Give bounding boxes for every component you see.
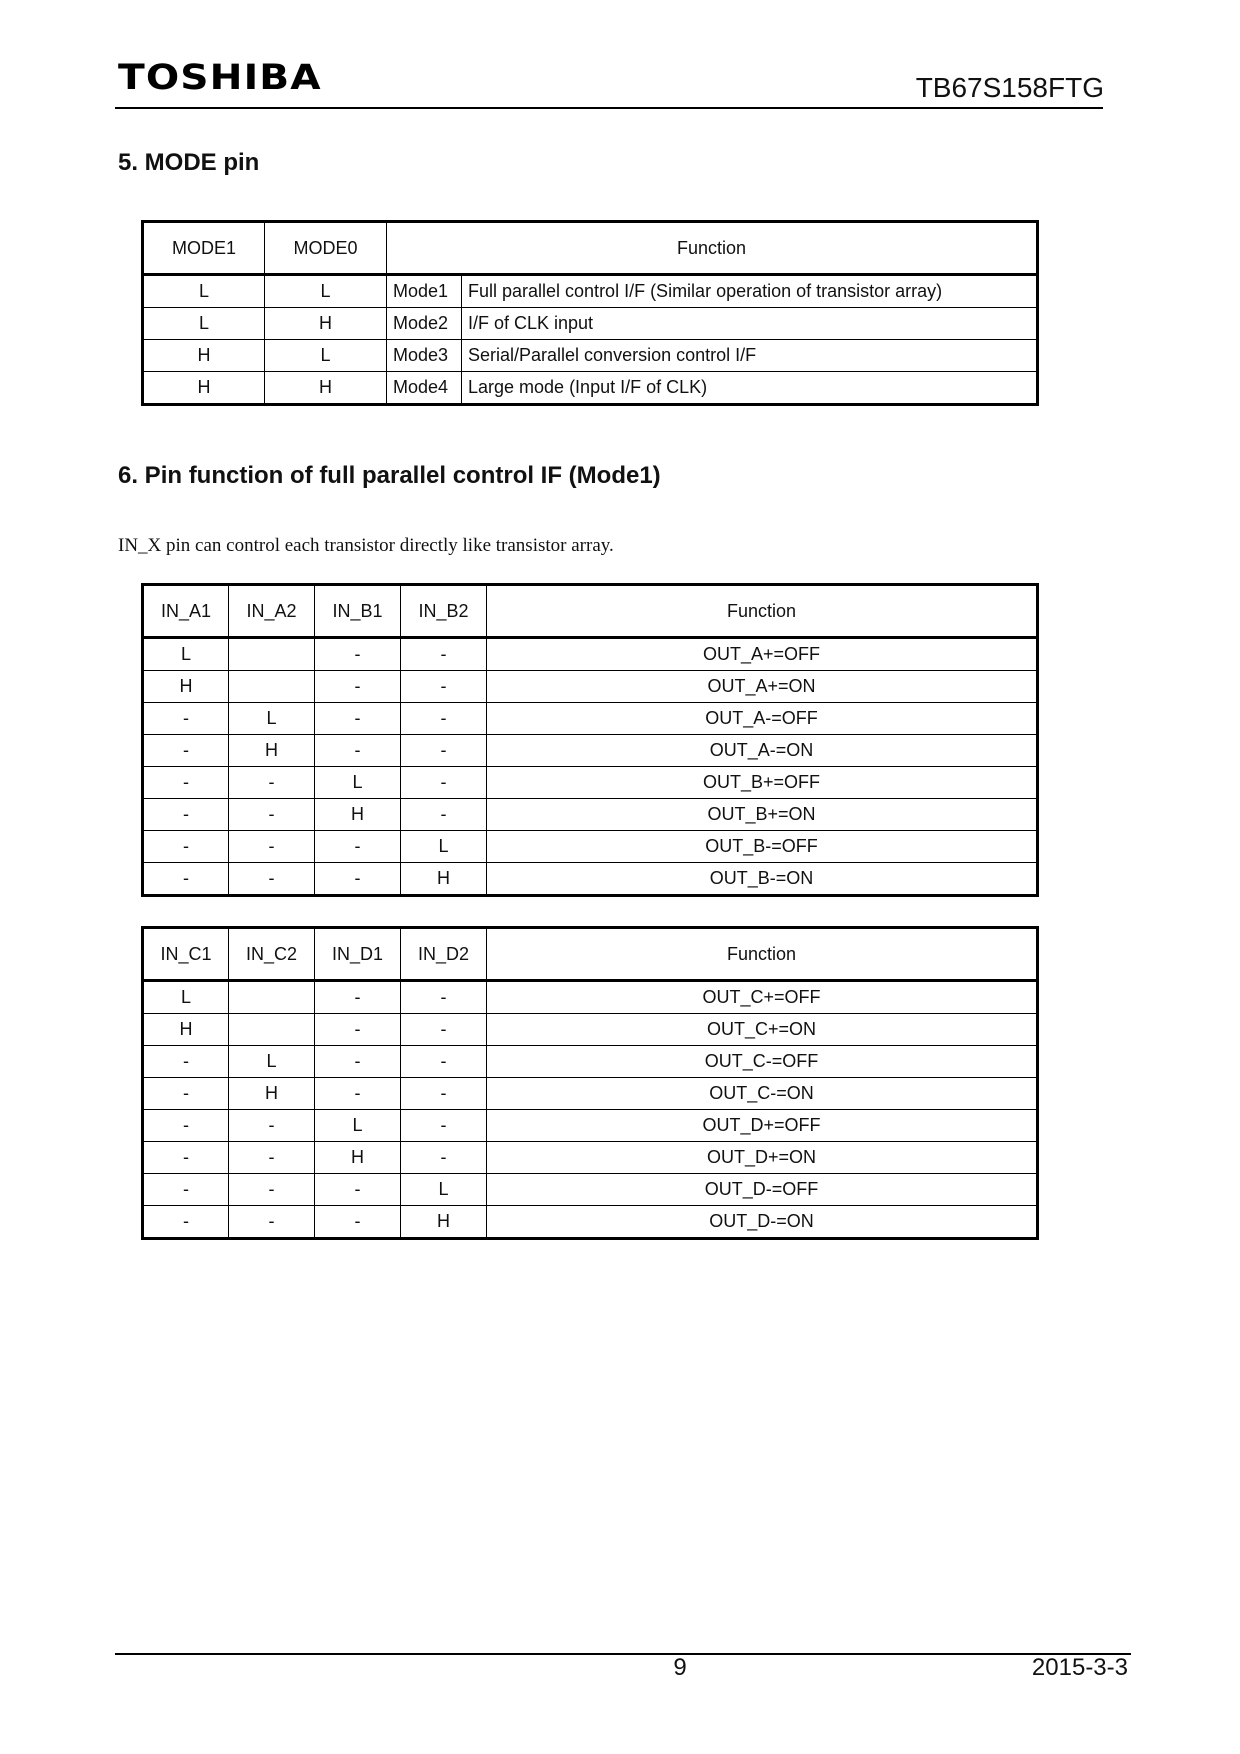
table-row <box>143 340 1038 372</box>
pin-cell: - <box>143 1142 229 1174</box>
mode0-cell: L <box>265 340 387 372</box>
pin-table-header: Function <box>487 585 1038 638</box>
pin-cell: - <box>143 1078 229 1110</box>
mode0-cell: H <box>265 308 387 340</box>
pin-cell: - <box>143 1110 229 1142</box>
pin-cell: L <box>401 831 487 863</box>
table-row <box>143 1046 1038 1078</box>
function-cell: OUT_A+=OFF <box>487 638 1038 671</box>
table-row <box>143 1078 1038 1110</box>
pin-cell: H <box>229 1078 315 1110</box>
table-row <box>143 735 1038 767</box>
mode-description-cell: Large mode (Input I/F of CLK) <box>462 372 1038 405</box>
pin-cell <box>229 638 315 671</box>
pin-table-header: Function <box>487 928 1038 981</box>
pin-table-header: IN_D1 <box>315 928 401 981</box>
part-number: TB67S158FTG <box>915 72 1104 103</box>
mode-table-header-row <box>143 222 1038 275</box>
pin-cell: - <box>315 1046 401 1078</box>
pin-cell: L <box>315 767 401 799</box>
table-row <box>143 1110 1038 1142</box>
pin-cell: H <box>315 1142 401 1174</box>
pin-cell: L <box>229 1046 315 1078</box>
table-row <box>143 981 1038 1014</box>
function-cell: OUT_D-=ON <box>487 1206 1038 1239</box>
pin-table-header: IN_D2 <box>401 928 487 981</box>
table-row <box>143 703 1038 735</box>
pin-cell: H <box>315 799 401 831</box>
toshiba-logo: TOSHIBA <box>118 58 322 98</box>
pin-cell: - <box>229 863 315 896</box>
mode1-cell: L <box>143 308 265 340</box>
pin-cell: - <box>401 1142 487 1174</box>
mode-description-cell: Full parallel control I/F (Similar operation of transistor array) <box>462 275 1038 308</box>
pin-cell: H <box>143 671 229 703</box>
pin-cell: - <box>315 703 401 735</box>
function-cell: OUT_B-=OFF <box>487 831 1038 863</box>
function-cell: OUT_C-=OFF <box>487 1046 1038 1078</box>
mode-name-cell: Mode1 <box>387 275 462 308</box>
table-row <box>143 799 1038 831</box>
pin-cell: - <box>229 767 315 799</box>
pin-cell: H <box>229 735 315 767</box>
footer-divider <box>115 1653 1131 1655</box>
pin-cell: - <box>315 1078 401 1110</box>
function-cell: OUT_C-=ON <box>487 1078 1038 1110</box>
pin-table-header-row <box>143 585 1038 638</box>
function-cell: OUT_D-=OFF <box>487 1174 1038 1206</box>
pin-cell: - <box>143 1046 229 1078</box>
pin-cell: - <box>401 1110 487 1142</box>
pin-cell: L <box>143 638 229 671</box>
pin-cell: - <box>143 831 229 863</box>
mode0-cell: L <box>265 275 387 308</box>
pin-table-header: IN_A1 <box>143 585 229 638</box>
pin-function-table-ab <box>141 583 1039 897</box>
function-cell: OUT_B+=OFF <box>487 767 1038 799</box>
mode1-cell: H <box>143 372 265 405</box>
pin-cell: H <box>401 1206 487 1239</box>
mode-description-cell: Serial/Parallel conversion control I/F <box>462 340 1038 372</box>
pin-cell: - <box>401 1014 487 1046</box>
function-cell: OUT_D+=OFF <box>487 1110 1038 1142</box>
mode-name-cell: Mode2 <box>387 308 462 340</box>
pin-cell: H <box>401 863 487 896</box>
table-row <box>143 1174 1038 1206</box>
pin-cell: - <box>143 1206 229 1239</box>
table-row <box>143 308 1038 340</box>
table-row <box>143 767 1038 799</box>
pin-cell: - <box>401 799 487 831</box>
pin-cell <box>229 981 315 1014</box>
header-divider <box>115 107 1103 109</box>
pin-function-table-cd <box>141 926 1039 1240</box>
pin-cell: - <box>401 767 487 799</box>
pin-cell: - <box>229 831 315 863</box>
table-row <box>143 671 1038 703</box>
pin-cell: L <box>229 703 315 735</box>
pin-cell: - <box>401 735 487 767</box>
mode1-cell: L <box>143 275 265 308</box>
pin-cell: - <box>315 1206 401 1239</box>
function-cell: OUT_C+=OFF <box>487 981 1038 1014</box>
pin-table-header: IN_C1 <box>143 928 229 981</box>
pin-cell: - <box>143 703 229 735</box>
pin-cell: - <box>229 1110 315 1142</box>
function-cell: OUT_C+=ON <box>487 1014 1038 1046</box>
function-cell: OUT_A-=ON <box>487 735 1038 767</box>
pin-cell: - <box>401 1078 487 1110</box>
mode-description-cell: I/F of CLK input <box>462 308 1038 340</box>
pin-cell: - <box>143 1174 229 1206</box>
pin-cell: - <box>315 831 401 863</box>
pin-cell: - <box>229 799 315 831</box>
pin-table-header: IN_B2 <box>401 585 487 638</box>
table-row <box>143 638 1038 671</box>
pin-cell <box>229 671 315 703</box>
pin-cell: - <box>401 1046 487 1078</box>
pin-cell: - <box>315 981 401 1014</box>
pin-cell: - <box>315 1174 401 1206</box>
table-row <box>143 275 1038 308</box>
mode0-cell: H <box>265 372 387 405</box>
pin-cell: L <box>143 981 229 1014</box>
function-cell: OUT_D+=ON <box>487 1142 1038 1174</box>
table-row <box>143 1206 1038 1239</box>
mode-table-header: MODE0 <box>265 222 387 275</box>
mode-pin-table <box>141 220 1039 406</box>
mode1-cell: H <box>143 340 265 372</box>
pin-cell: - <box>315 1014 401 1046</box>
function-cell: OUT_A-=OFF <box>487 703 1038 735</box>
mode-table-header: Function <box>387 222 1038 275</box>
pin-table-header-row <box>143 928 1038 981</box>
pin-cell <box>229 1014 315 1046</box>
pin-cell: - <box>143 799 229 831</box>
pin-cell: - <box>315 638 401 671</box>
pin-cell: - <box>315 863 401 896</box>
mode-table-header: MODE1 <box>143 222 265 275</box>
pin-cell: - <box>401 671 487 703</box>
function-cell: OUT_B+=ON <box>487 799 1038 831</box>
pin-cell: - <box>229 1206 315 1239</box>
section-5-title: 5. MODE pin <box>118 149 260 176</box>
section-6-intro: IN_X pin can control each transistor directly like transistor array. <box>118 535 614 556</box>
pin-table-header: IN_A2 <box>229 585 315 638</box>
pin-cell: - <box>401 981 487 1014</box>
page-number: 9 <box>673 1654 687 1681</box>
table-row <box>143 831 1038 863</box>
pin-cell: - <box>315 735 401 767</box>
pin-cell: - <box>401 703 487 735</box>
pin-cell: L <box>315 1110 401 1142</box>
pin-table-header: IN_C2 <box>229 928 315 981</box>
mode-name-cell: Mode3 <box>387 340 462 372</box>
pin-cell: - <box>143 735 229 767</box>
table-row <box>143 1142 1038 1174</box>
pin-cell: - <box>229 1174 315 1206</box>
pin-cell: - <box>143 767 229 799</box>
revision-date: 2015-3-3 <box>1031 1654 1128 1681</box>
function-cell: OUT_A+=ON <box>487 671 1038 703</box>
pin-cell: - <box>315 671 401 703</box>
mode-name-cell: Mode4 <box>387 372 462 405</box>
pin-cell: - <box>143 863 229 896</box>
table-row <box>143 1014 1038 1046</box>
function-cell: OUT_B-=ON <box>487 863 1038 896</box>
table-row <box>143 863 1038 896</box>
table-row <box>143 372 1038 405</box>
pin-table-header: IN_B1 <box>315 585 401 638</box>
section-6-title: 6. Pin function of full parallel control IF (Mode1) <box>118 462 661 489</box>
pin-cell: L <box>401 1174 487 1206</box>
pin-cell: H <box>143 1014 229 1046</box>
pin-cell: - <box>401 638 487 671</box>
pin-cell: - <box>229 1142 315 1174</box>
